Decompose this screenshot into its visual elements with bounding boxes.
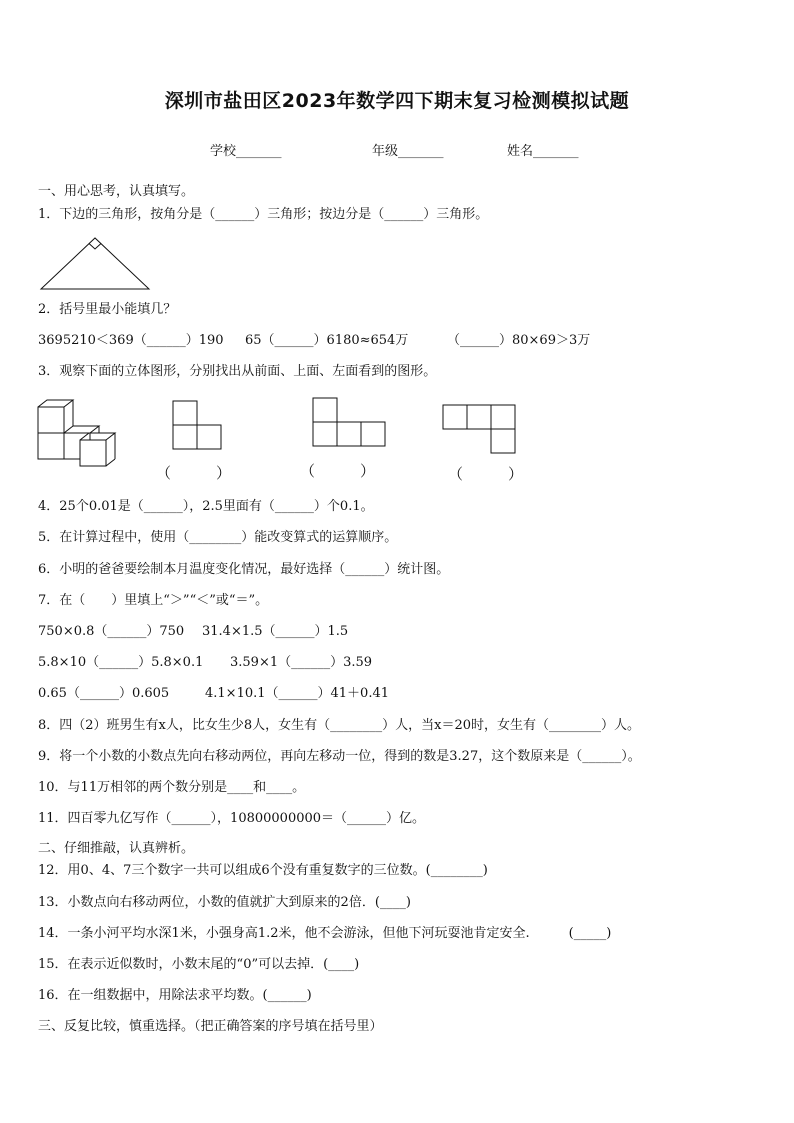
question-2: 2．括号里最小能填几？ (38, 302, 177, 317)
question-7c: 5.8×10（______）5.8×0.1 (38, 655, 204, 670)
answer-paren-1[interactable]: （ ） (156, 464, 232, 482)
name-field[interactable]: 姓名_______ (507, 144, 579, 159)
question-11: 11．四百零九亿写作（______），10800000000＝（______）亿。 (38, 811, 426, 826)
answer-paren-2[interactable]: （ ） (300, 462, 376, 480)
question-7a: 750×0.8（______）750 (38, 624, 185, 639)
question-8: 8．四（2）班男生有x人，比女生少8人，女生有（________）人，当x＝20时，女生有（________）人。 (38, 718, 641, 733)
question-2b: 65（______）6180≈654万 (245, 333, 409, 348)
grade-field[interactable]: 年级_______ (372, 144, 444, 159)
view-figure-2 (312, 397, 392, 449)
question-15: 15．在表示近似数时，小数末尾的“0”可以去掉．(____) (38, 957, 360, 972)
question-9: 9．将一个小数的小数点先向右移动两位，再向左移动一位，得到的数是3.27，这个数原来是（______）。 (38, 749, 641, 764)
view-figure-1 (172, 400, 224, 452)
question-2c: （______）80×69＞3万 (447, 333, 591, 348)
question-7d: 3.59×1（______）3.59 (230, 655, 373, 670)
view-figure-3 (442, 404, 522, 456)
school-field[interactable]: 学校_______ (210, 144, 282, 159)
question-6: 6．小明的爸爸要绘制本月温度变化情况，最好选择（______）统计图。 (38, 562, 450, 577)
section-3-heading: 三、反复比较，慎重选择。（把正确答案的序号填在括号里） (38, 1019, 383, 1034)
question-7f: 4.1×10.1（______）41＋0.41 (205, 686, 389, 701)
question-12: 12．用0、4、7三个数字一共可以组成6个没有重复数字的三位数。(________) (38, 863, 488, 878)
question-13: 13．小数点向右移动两位，小数的值就扩大到原来的2倍．(____) (38, 895, 411, 910)
section-2-heading: 二、仔细推敲，认真辨析。 (38, 841, 195, 856)
question-14: 14．一条小河平均水深1米，小强身高1.2米，他不会游泳，但他下河玩耍池肯定安全. (_____) (38, 926, 612, 941)
question-5: 5．在计算过程中，使用（________）能改变算式的运算顺序。 (38, 530, 398, 545)
question-3: 3．观察下面的立体图形，分别找出从前面、上面、左面看到的图形。 (38, 364, 437, 379)
solid-cube-figure (36, 398, 126, 468)
question-4: 4．25个0.01是（______），2.5里面有（______）个0.1。 (38, 499, 374, 514)
question-7e: 0.65（______）0.605 (38, 686, 170, 701)
page-title: 深圳市盐田区2023年数学四下期末复习检测模拟试题 (164, 90, 630, 112)
question-10: 10．与11万相邻的两个数分别是____和____。 (38, 780, 306, 795)
question-7: 7．在（ ）里填上“＞”“＜”或“＝”。 (38, 593, 269, 608)
question-2a: 3695210＜369（______）190 (38, 333, 224, 348)
section-1-heading: 一、用心思考，认真填写。 (38, 184, 195, 199)
question-1: 1．下边的三角形，按角分是（______）三角形；按边分是（______）三角形。 (38, 207, 489, 222)
triangle-figure (40, 234, 150, 294)
question-7b: 31.4×1.5（______）1.5 (202, 624, 349, 639)
answer-paren-3[interactable]: （ ） (448, 465, 524, 483)
question-16: 16．在一组数据中，用除法求平均数。(______) (38, 988, 312, 1003)
